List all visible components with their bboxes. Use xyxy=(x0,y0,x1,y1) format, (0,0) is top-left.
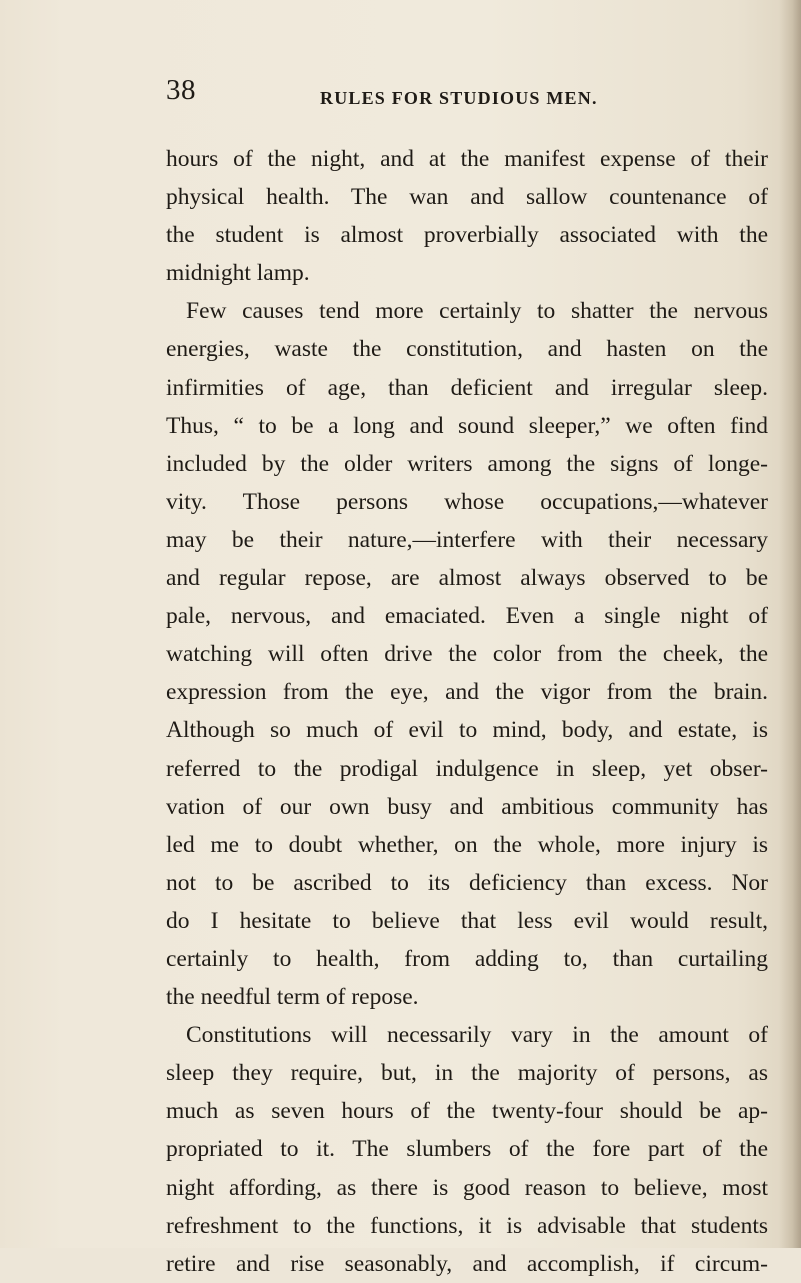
text-line: refreshment to the functions, it is advisable that students xyxy=(166,1212,768,1239)
text-line: not to be ascribed to its deficiency than excess. Nor xyxy=(166,869,768,896)
text-line: certainly to health, from adding to, than curtailing xyxy=(166,945,768,972)
text-line: Thus, “ to be a long and sound sleeper,” we often find xyxy=(166,412,768,439)
running-head: RULES FOR STUDIOUS MEN. xyxy=(320,88,598,108)
text-line: Although so much of evil to mind, body, and estate, is xyxy=(166,717,768,744)
body-text xyxy=(166,140,768,1283)
page-header xyxy=(0,74,801,114)
text-line: watching will often drive the color from the cheek, the xyxy=(166,641,768,668)
text-line: led me to doubt whether, on the whole, more injury is xyxy=(166,831,768,858)
page-edge-shadow xyxy=(779,0,801,1248)
text-line: sleep they require, but, in the majority of persons, as xyxy=(166,1060,768,1087)
paragraph-start-line: Few causes tend more certainly to shatter the nervous xyxy=(186,298,768,325)
text-line: energies, waste the constitution, and hasten on the xyxy=(166,336,768,363)
text-line: vation of our own busy and ambitious community has xyxy=(166,793,768,820)
text-line: much as seven hours of the twenty-four should be ap- xyxy=(166,1098,768,1125)
paragraph-start-line: Constitutions will necessarily vary in the amount of xyxy=(186,1022,768,1049)
text-line: physical health. The wan and sallow countenance of xyxy=(166,184,768,211)
text-line: included by the older writers among the signs of longe- xyxy=(166,450,768,477)
paragraph-end-line: midnight lamp. xyxy=(166,260,310,287)
text-line: may be their nature,—interfere with their necessary xyxy=(166,526,768,553)
text-line: propriated to it. The slumbers of the fore part of the xyxy=(166,1136,768,1163)
text-line: pale, nervous, and emaciated. Even a single night of xyxy=(166,603,768,630)
text-line: hours of the night, and at the manifest expense of their xyxy=(166,146,768,172)
text-line: vity. Those persons whose occupations,—whatever xyxy=(166,488,768,515)
text-line: and regular repose, are almost always observed to be xyxy=(166,565,768,592)
text-line: do I hesitate to believe that less evil would result, xyxy=(166,907,768,934)
page-number: 38 xyxy=(166,74,196,106)
text-line: retire and rise seasonably, and accomplish, if circum- xyxy=(166,1250,768,1277)
paragraph-end-line: the needful term of repose. xyxy=(166,984,419,1011)
text-line: night affording, as there is good reason to believe, most xyxy=(166,1174,768,1201)
text-line: expression from the eye, and the vigor from the brain. xyxy=(166,679,768,706)
text-line: the student is almost proverbially associated with the xyxy=(166,222,768,249)
text-line: referred to the prodigal indulgence in sleep, yet obser- xyxy=(166,755,768,782)
text-line: infirmities of age, than deficient and irregular sleep. xyxy=(166,374,768,401)
